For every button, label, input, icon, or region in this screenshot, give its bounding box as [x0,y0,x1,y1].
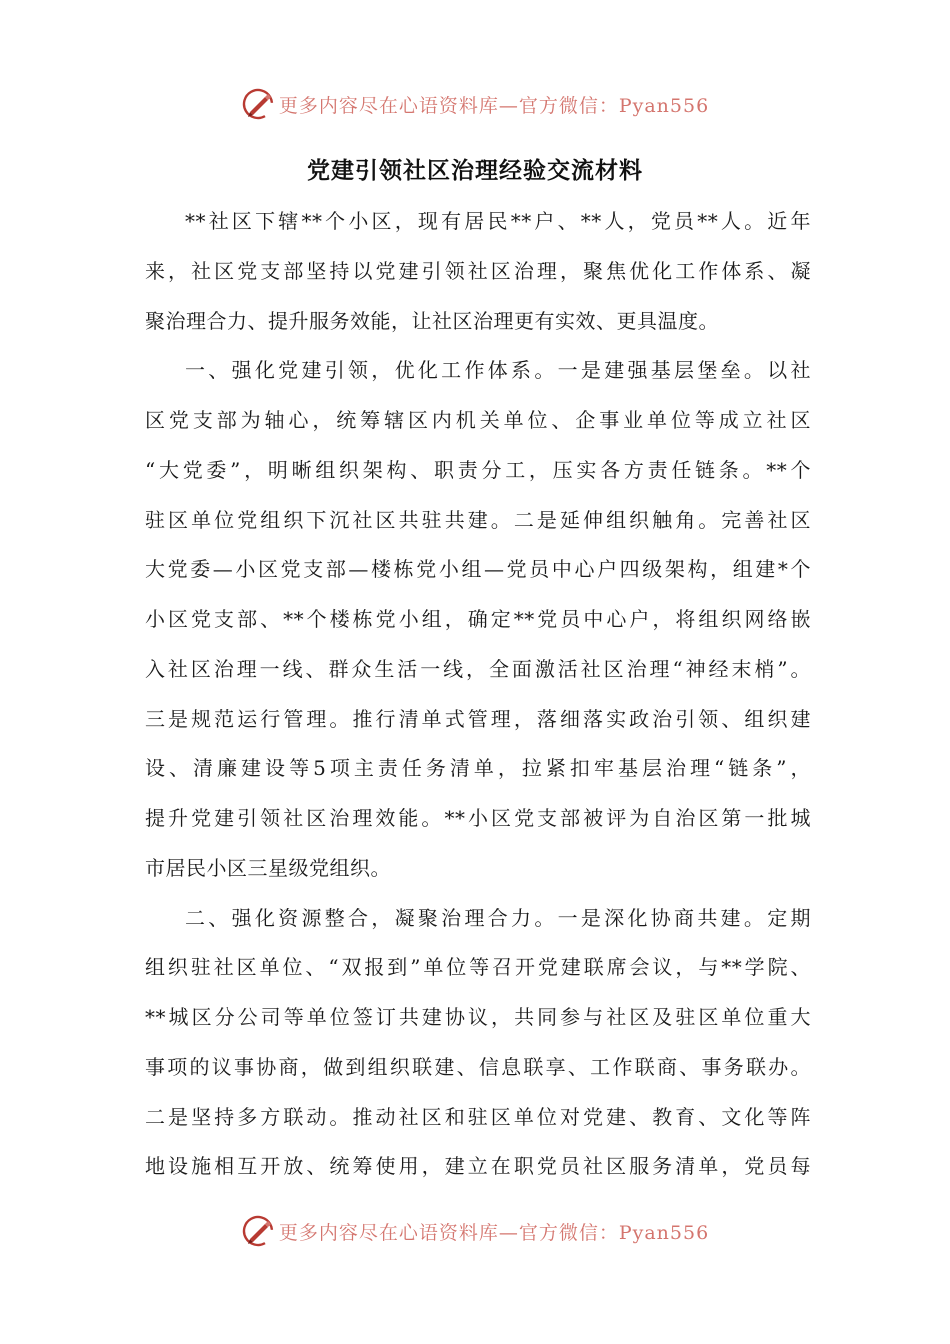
text-line: 驻区单位党组织下沉社区共驻共建。二是延伸组织触角。完善社区 [145,507,811,532]
text-line: 组织驻社区单位、“双报到”单位等召开党建联席会议，与**学院、 [145,955,811,980]
banner-text: 更多内容尽在心语资料库—官方微信：Pyan556 [278,1221,710,1244]
banner-text: 更多内容尽在心语资料库—官方微信：Pyan556 [278,94,710,117]
text-line: 小区党支部、**个楼栋党小组，确定**党员中心户，将组织网络嵌 [145,607,811,631]
text-line: 区党支部为轴心，统筹辖区内机关单位、企事业单位等成立社区 [145,408,811,432]
header-watermark-banner [0,84,950,124]
text-line: 入社区治理一线、群众生活一线，全面激活社区治理“神经末梢”。 [145,656,811,681]
text-line: 聚治理合力、提升服务效能，让社区治理更有实效、更具温度。 [145,308,719,333]
text-line: 来，社区党支部坚持以党建引领社区治理，聚焦优化工作体系、凝 [145,258,811,283]
text-line: 二是坚持多方联动。推动社区和驻区单位对党建、教育、文化等阵 [145,1104,811,1129]
pen-logo-icon [241,87,275,121]
text-line: 一、强化党建引领，优化工作体系。一是建强基层堡垒。以社 [185,358,811,383]
text-line: 市居民小区三星级党组织。 [145,855,391,880]
text-line: 二、强化资源整合，凝聚治理合力。一是深化协商共建。定期 [185,905,811,930]
text-line: 设、清廉建设等5项主责任务清单，拉紧扣牢基层治理“链条”， [145,756,811,781]
text-line: “大党委”，明晰组织架构、职责分工，压实各方责任链条。**个 [145,457,811,482]
document-title: 党建引领社区治理经验交流材料 [307,158,643,184]
document-body [145,197,811,1192]
text-line: 提升党建引领社区治理效能。**小区党支部被评为自治区第一批城 [145,806,811,830]
pen-logo-icon [241,1214,275,1248]
text-line: **社区下辖**个小区，现有居民**户、**人，党员**人。近年 [185,209,811,233]
text-line: 事项的议事协商，做到组织联建、信息联享、工作联商、事务联办。 [145,1054,811,1079]
footer-watermark-banner [0,1211,950,1251]
text-line: 大党委—小区党支部—楼栋党小组—党员中心户四级架构，组建*个 [145,557,811,582]
text-line: **城区分公司等单位签订共建协议，共同参与社区及驻区单位重大 [145,1005,811,1029]
text-line: 地设施相互开放、统筹使用，建立在职党员社区服务清单，党员每 [145,1154,811,1179]
text-line: 三是规范运行管理。推行清单式管理，落细落实政治引领、组织建 [145,706,811,731]
